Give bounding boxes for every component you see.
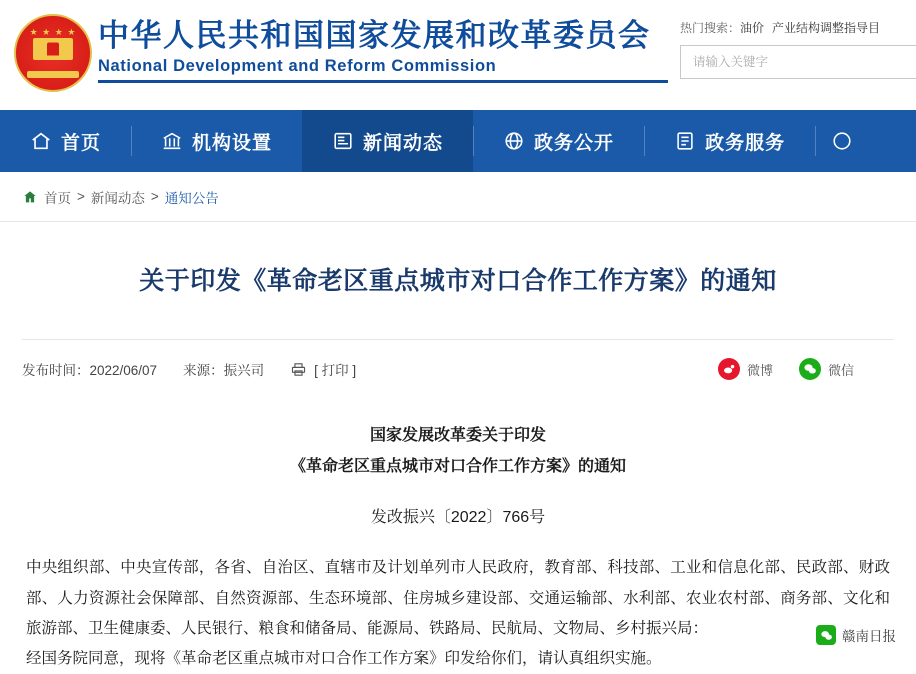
nav-label-services: 政务服务 <box>705 132 786 154</box>
share-wechat-button[interactable] <box>799 358 854 380</box>
bank-icon <box>161 130 183 152</box>
document-heading-line2: 《革命老区重点城市对口合作工作方案》的通知 <box>289 458 626 476</box>
header-right <box>680 18 916 79</box>
breadcrumb <box>22 187 219 207</box>
article-source <box>183 359 264 379</box>
site-title-cn: 中华人民共和国国家发展和改革委员会 <box>98 18 651 53</box>
breadcrumb-bar <box>0 172 916 222</box>
main-nav <box>0 110 916 172</box>
national-emblem-icon <box>14 14 92 92</box>
news-icon <box>332 130 354 152</box>
chevron-right-icon <box>831 130 853 152</box>
article-meta <box>22 340 894 398</box>
emblem-gate <box>33 38 73 60</box>
page-title: 关于印发《革命老区重点城市对口合作工作方案》的通知 <box>139 267 777 295</box>
share-weibo-label: 微博 <box>746 362 773 378</box>
home-icon <box>22 189 38 205</box>
nav-label-home: 首页 <box>61 132 102 154</box>
source-label: 来源： <box>183 363 224 378</box>
weibo-icon <box>718 358 740 380</box>
search-input[interactable] <box>691 54 916 70</box>
hot-search-item-1[interactable]: 产业结构调整指导目 <box>772 20 881 35</box>
nav-item-organization[interactable] <box>131 110 302 172</box>
emblem-base <box>27 71 79 78</box>
search-box[interactable] <box>680 45 916 79</box>
service-icon <box>674 130 696 152</box>
nav-item-open-government[interactable] <box>473 110 644 172</box>
publish-time-value: 2022/06/07 <box>89 363 158 378</box>
nav-item-more[interactable] <box>815 110 869 172</box>
wechat-icon <box>799 358 821 380</box>
nav-item-news[interactable] <box>302 110 473 172</box>
publish-time-label: 发布时间： <box>22 363 90 378</box>
document-heading-line1: 国家发展改革委关于印发 <box>369 427 546 444</box>
wechat-icon <box>816 625 836 645</box>
title-underline <box>98 80 668 83</box>
breadcrumb-sep-0: > <box>77 189 85 204</box>
site-title-block <box>98 0 668 83</box>
share-wechat-label: 微信 <box>827 362 854 378</box>
emblem-stars: ★ ★ ★ ★ <box>29 27 77 37</box>
nav-item-services[interactable] <box>644 110 815 172</box>
watermark-badge <box>810 622 902 648</box>
share-weibo-button[interactable] <box>718 358 773 380</box>
share-group <box>718 358 854 380</box>
print-label: [ 打印 ] <box>314 363 357 378</box>
hot-search-row <box>680 18 916 36</box>
document-paragraph-1: 中央组织部、中央宣传部，各省、自治区、直辖市及计划单列市人民政府，教育部、科技部、工业和信息化部、民政部、财政部、人力资源社会保障部、自然资源部、生态环境部、住房城乡建设部、交通运输部、水利部、农业农村部、商务部、文化和旅游部、卫生健康委、人民银行、粮食和储备局、能源局、铁路局、民航局、文物局、乡村振兴局： <box>26 559 890 637</box>
nav-label-open-government: 政务公开 <box>534 132 615 154</box>
document-paragraph-2: 经国务院同意，现将《革命老区重点城市对口合作工作方案》印发给你们，请认真组织实施。 <box>26 650 662 668</box>
publish-time <box>22 359 157 379</box>
nav-label-news: 新闻动态 <box>363 132 444 154</box>
breadcrumb-item-0[interactable]: 首页 <box>44 190 71 206</box>
breadcrumb-sep-1: > <box>150 189 159 204</box>
hot-search-label: 热门搜索： <box>680 20 741 35</box>
print-button[interactable] <box>290 359 356 379</box>
printer-icon <box>290 361 307 378</box>
nav-label-organization: 机构设置 <box>192 132 273 154</box>
breadcrumb-item-2[interactable]: 通知公告 <box>164 190 219 206</box>
hot-search-item-0[interactable]: 油价 <box>740 20 765 35</box>
watermark-label: 赣南日报 <box>842 629 896 644</box>
document-number: 发改振兴〔2022〕766号 <box>370 509 546 527</box>
home-icon <box>30 130 52 152</box>
source-value: 振兴司 <box>223 363 265 378</box>
site-header <box>0 0 916 110</box>
nav-item-home[interactable] <box>0 110 131 172</box>
article <box>0 222 916 674</box>
site-title-en: National Development and Reform Commission <box>98 56 497 75</box>
document-heading <box>22 398 894 482</box>
breadcrumb-item-1[interactable]: 新闻动态 <box>90 190 145 206</box>
globe-icon <box>503 130 525 152</box>
